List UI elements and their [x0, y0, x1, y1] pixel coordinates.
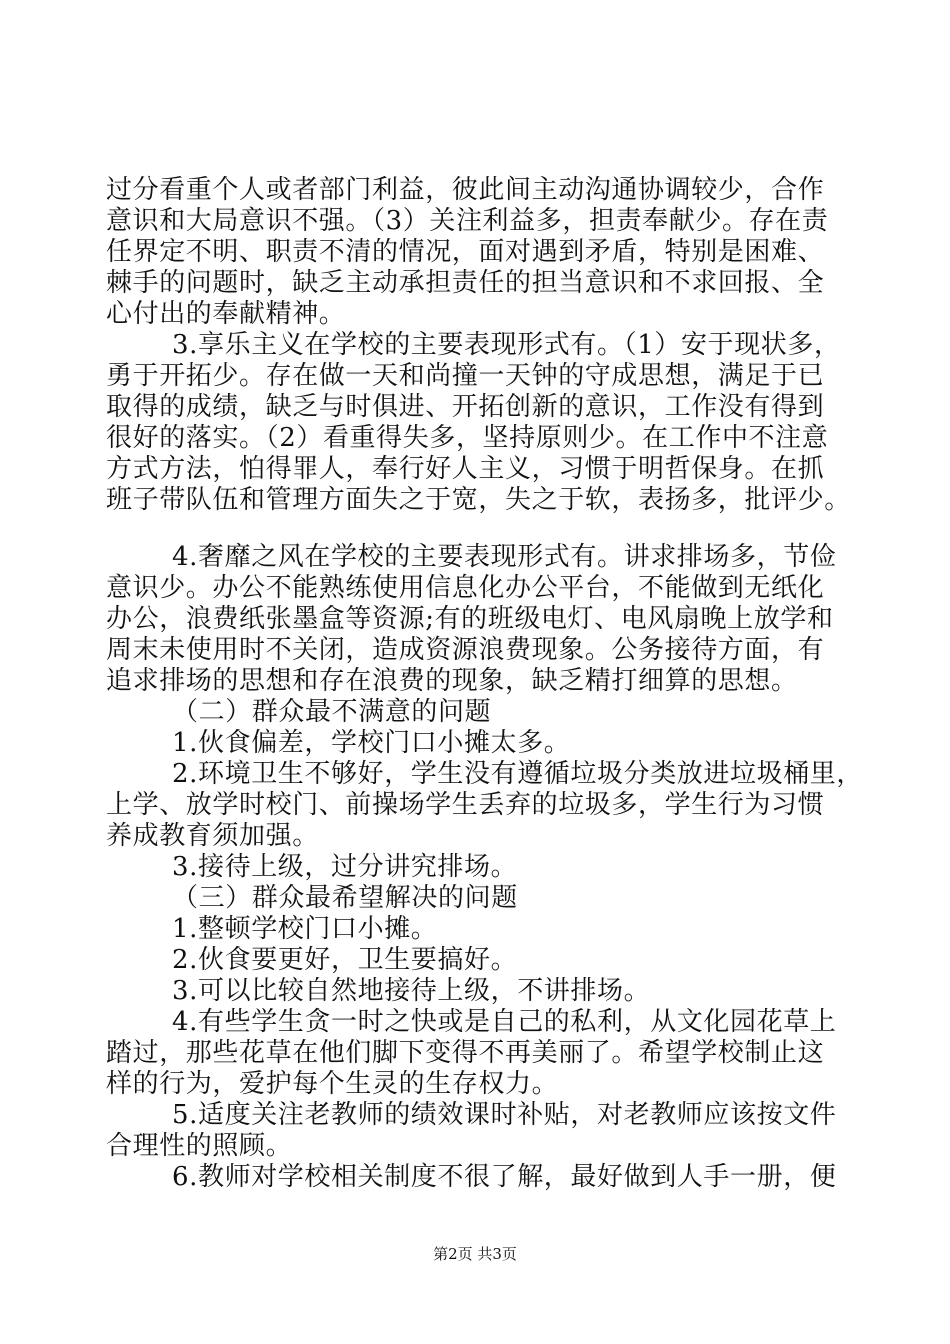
text-line: 心付出的奉献精神。 — [106, 299, 346, 329]
text-line: 3.可以比较自然地接待上级，不讲排场。 — [172, 976, 651, 1006]
text-line: 意识少。办公不能熟练使用信息化办公平台，不能做到无纸化 — [106, 573, 825, 603]
text-line: 任界定不明、职责不清的情况，面对遇到矛盾，特别是困难、 — [106, 237, 825, 267]
text-line: 上学、放学时校门、前操场学生丢弃的垃圾多，学生行为习惯 — [106, 790, 825, 820]
text-line: 养成教育须加强。 — [106, 821, 319, 851]
text-line: 班子带队伍和管理方面失之于宽，失之于软，表扬多，批评少。 — [106, 485, 851, 515]
text-line: 3.接待上级，过分讲究排场。 — [172, 852, 518, 882]
text-line: 1.整顿学校门口小摊。 — [172, 914, 438, 944]
text-line: 2.伙食要更好，卫生要搞好。 — [172, 945, 518, 975]
text-line: 周末未使用时不关闭，造成资源浪费现象。公务接待方面，有 — [106, 635, 825, 665]
text-line: 棘手的问题时，缺乏主动承担责任的担当意识和不求回报、全 — [106, 268, 825, 298]
text-line: 追求排场的思想和存在浪费的现象，缺乏精打细算的思想。 — [106, 666, 798, 696]
text-line: 方式方法，怕得罪人，奉行好人主义，习惯于明哲保身。在抓 — [106, 454, 825, 484]
text-line: 很好的落实。（2）看重得失多，坚持原则少。在工作中不注意 — [106, 423, 829, 453]
text-line: 3.享乐主义在学校的主要表现形式有。（1）安于现状多， — [172, 330, 841, 360]
section-heading: （二）群众最不满意的问题 — [172, 697, 492, 727]
text-line: 合理性的照顾。 — [106, 1131, 293, 1161]
text-line: 勇于开拓少。存在做一天和尚撞一天钟的守成思想，满足于已 — [106, 361, 825, 391]
text-line: 1.伙食偏差，学校门口小摊太多。 — [172, 728, 571, 758]
text-line: 意识和大局意识不强。（3）关注利益多，担责奉献少。存在责 — [106, 206, 829, 236]
text-line: 办公，浪费纸张墨盒等资源;有的班级电灯、电风扇晚上放学和 — [106, 604, 834, 634]
text-line: 4.有些学生贪一时之快或是自己的私利，从文化园花草上 — [172, 1007, 837, 1037]
page-footer: 第2页 共3页 — [433, 1245, 517, 1263]
text-line: 样的行为，爱护每个生灵的生存权力。 — [106, 1069, 559, 1099]
text-line: 4.奢靡之风在学校的主要表现形式有。讲求排场多，节俭 — [172, 542, 837, 572]
text-line: 取得的成绩，缺乏与时俱进、开拓创新的意识，工作没有得到 — [106, 392, 825, 422]
text-line: 6.教师对学校相关制度不很了解，最好做到人手一册，便 — [172, 1162, 837, 1192]
text-line: 2.环境卫生不够好，学生没有遵循垃圾分类放进垃圾桶里， — [172, 759, 864, 789]
text-line: 5.适度关注老教师的绩效课时补贴，对老教师应该按文件 — [172, 1100, 837, 1130]
text-line: 过分看重个人或者部门利益，彼此间主动沟通协调较少，合作 — [106, 175, 825, 205]
text-line: 踏过，那些花草在他们脚下变得不再美丽了。希望学校制止这 — [106, 1038, 825, 1068]
section-heading: （三）群众最希望解决的问题 — [172, 883, 518, 913]
